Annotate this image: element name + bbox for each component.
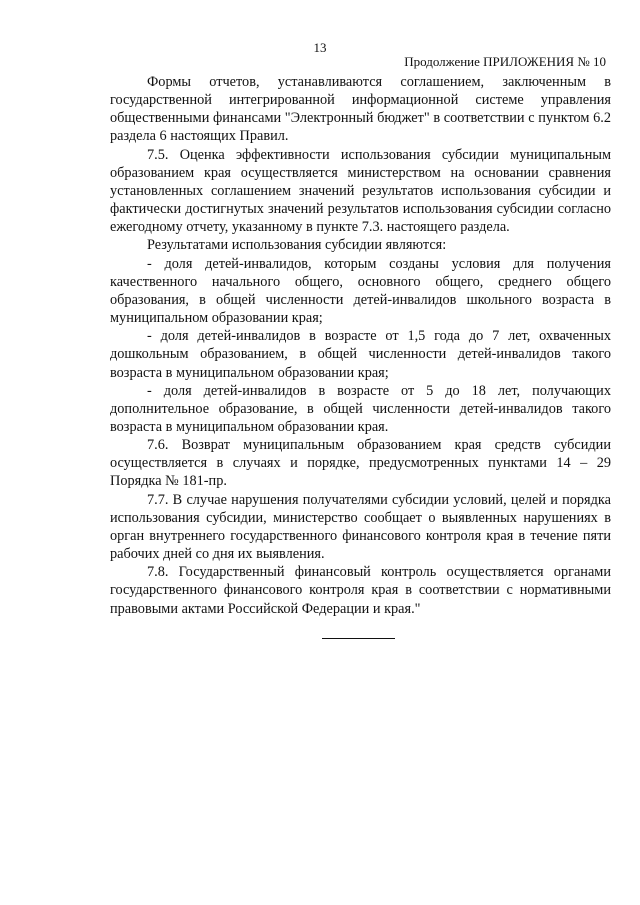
paragraph-report-forms: Формы отчетов, устанавливаются соглашением, заключенным в государственной интегрированной информационной системе управления общественными финансами "Электронный бюджет" в соответствии с пунктом 6.2 раздела 6 настоящих Правил. (110, 74, 611, 145)
appendix-continuation-label: Продолжение ПРИЛОЖЕНИЯ № 10 (404, 54, 606, 69)
paragraph-7-8: 7.8. Государственный финансовый контроль осуществляется органами государственного финансового контроля края в соответствии с нормативными правовыми актами Российской Федерации и края." (110, 564, 611, 617)
list-item-preschool: - доля детей-инвалидов в возрасте от 1,5 года до 7 лет, охваченных дошкольным образованием, в общей численности детей-инвалидов такого возраста в муниципальном образовании края; (110, 328, 611, 381)
page-number: 13 (313, 40, 327, 55)
list-item-school-age: - доля детей-инвалидов, которым созданы условия для получения качественного начального общего, основного общего, среднего общего образования, в общей численности детей-инвалидов школьного возраста в муниципальном образовании края; (110, 255, 611, 327)
closing-divider (322, 638, 395, 639)
list-item-additional-education: - доля детей-инвалидов в возрасте от 5 до 18 лет, получающих дополнительное образование, в общей численности детей-инвалидов такого возраста в муниципальном образовании края. (110, 382, 611, 435)
document-body (110, 73, 611, 618)
paragraph-7-6: 7.6. Возврат муниципальным образованием края средств субсидии осуществляется в случаях и порядке, предусмотренных пунктами 14 – 29 Порядка № 181-пр. (110, 437, 611, 490)
paragraph-results-intro: Результатами использования субсидии являются: (147, 237, 447, 254)
paragraph-7-5: 7.5. Оценка эффективности использования субсидии муниципальным образованием края осуществляется министерством на основании сравнения установленных соглашением значений результатов использования субсидии и фактически достигнутых значений результатов использования субсидии согласно ежегодному отчету, указанному в пункте 7.3. настоящего раздела. (110, 146, 611, 236)
paragraph-7-7: 7.7. В случае нарушения получателями субсидии условий, целей и порядка использования субсидии, министерство сообщает о выявленных нарушениях в орган внутреннего государственного финансового контроля края в течение пяти рабочих дней со дня их выявления. (110, 491, 611, 563)
